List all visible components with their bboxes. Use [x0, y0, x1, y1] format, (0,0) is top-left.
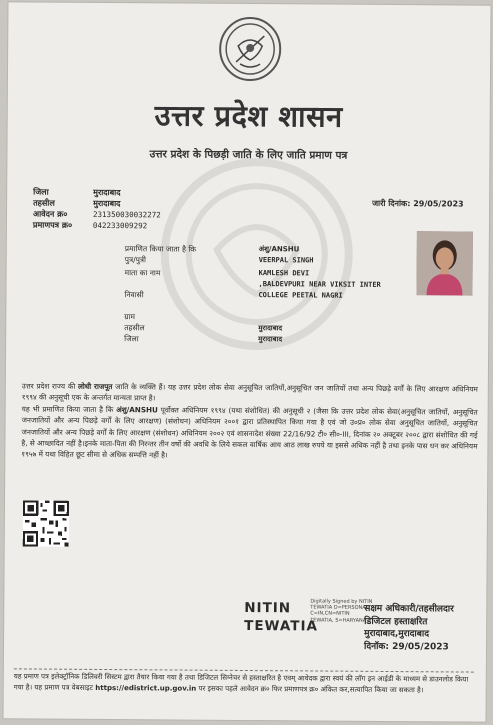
state-emblem-icon [218, 16, 282, 82]
paragraph-caste: उत्तर प्रदेश राज्य की लोधी राजपूत जाति के व्यक्ति हैं। यह उत्तर प्रदेश लोक सेवा अनुसूचित जातियों,अनुसूचित जन जातियों तथा अन्य पिछड़े वर्गों के लिए आरक्षण अधिनियम १९९४ की अनुसूची एक के अन्तर्गत मान्यता प्राप्त है। [21, 381, 478, 403]
issuing-officer: सक्षम अधिकारी/तहसीलदार डिजिटल हस्ताक्षरित मुरादाबाद,मुरादाबाद दिनॉक: 29/05/2023 [363, 603, 454, 652]
verification-footer: यह प्रमाण पत्र इलेक्ट्रॉनिक डिलिवरी सिस्टम द्वारा तैयार किया गया है तथा डिजिटल सिग्नेचर से हस्ताक्षरित है एवम् आवेदक द्वारा स्वयं की लॉग इन आईडी के माध्यम से डाउनलोड किया गया है। यह प्रमाण पत्र वेबसाइट https://edistrict.up.gov.in पर इसका पहले आवेदन क्र० फिर प्रमाणपत्र क्र० अंकित कर,सत्यापित किया जा सकता है। [14, 668, 474, 695]
certificate-sheet [4, 2, 491, 721]
caste-name: लोधी राजपूत [78, 381, 113, 392]
signatory-name: NITIN TEWATIA [244, 599, 319, 635]
verification-url: https://edistrict.up.gov.in [95, 683, 197, 693]
applicant-photo [416, 231, 472, 295]
header-application-number: आवेदन क्र० 231350030032272 [32, 209, 161, 220]
header-tehsil: तहसील मुरादाबाद [33, 198, 121, 209]
person-details: प्रमाणित किया जाता है कि अंशु/ANSHU पुत्र/पुत्री VEERPAL SINGH माता का नाम KAMLESH DEVI निवासी ,BALDEVPURI NEAR VIKSIT INTER COLLEGE PEETAL NAGRI ग्राम तहसील मुरादाबाद जिला मुरादाबाद [124, 244, 381, 344]
certificate-body [21, 380, 478, 463]
applicant-name: अंशु/ANSHU [116, 404, 158, 415]
issue-date: जारी दिनांक: 29/05/2023 [372, 198, 464, 209]
digital-signature-details: Digitally Signed by NITIN TEWATIA D=PERSONAL, C=IN,CN=NITIN TEWATIA, S=HARYANA [310, 598, 373, 624]
qr-code [23, 500, 69, 546]
paragraph-eligibility: यह भी प्रमाणित किया जाता है कि अंशु/ANSHU पूर्वोक्त अधिनियम १९९४ (यथा संशोधित) की अनुसूची २ (जैसा कि उत्तर प्रदेश लोक सेवा(अनुसूचित जातियों, अनुसूचित जनजातियों और अन्य पिछड़े वर्गों के लिए आरक्षण) (संशोधन) अधिनियम २००१ द्वारा प्रतिस्थापित किया गया है एवं जो उ०प्र० लोक सेवा अनुसूचित जातियों, अनुसूचित जनजातियों और अन्य पिछड़े वर्गों के लिए आरक्षण (संशोधन) अधिनियम २००२ एवं शासनादेश संख्या 22/16/92 टी० सी०-III, दिनांक २० अक्टूबर २००८ द्वारा संशोधित की गई है, से आच्छादित नहीं है।इनके माता-पिता की निरन्तर तीन वर्षो की अवधि के लिये सकल वार्षिक आय आठ लाख रुपये या इससे अधिक नहीं है तथा इनके पास धन कर अधिनियम १९५७ में यथा विहित छूट सीमा से अधिक सम्पत्ति नहीं है। [21, 404, 478, 460]
document-subtitle: उत्तर प्रदेश के पिछड़ी जाति के लिए जाति प्रमाण पत्र [149, 148, 348, 162]
header-district: जिला मुरादाबाद [33, 187, 121, 198]
document-title: उत्तर प्रदेश शासन [154, 98, 343, 134]
header-certificate-number: प्रमाणपत्र क्र० 042233009292 [32, 220, 148, 231]
